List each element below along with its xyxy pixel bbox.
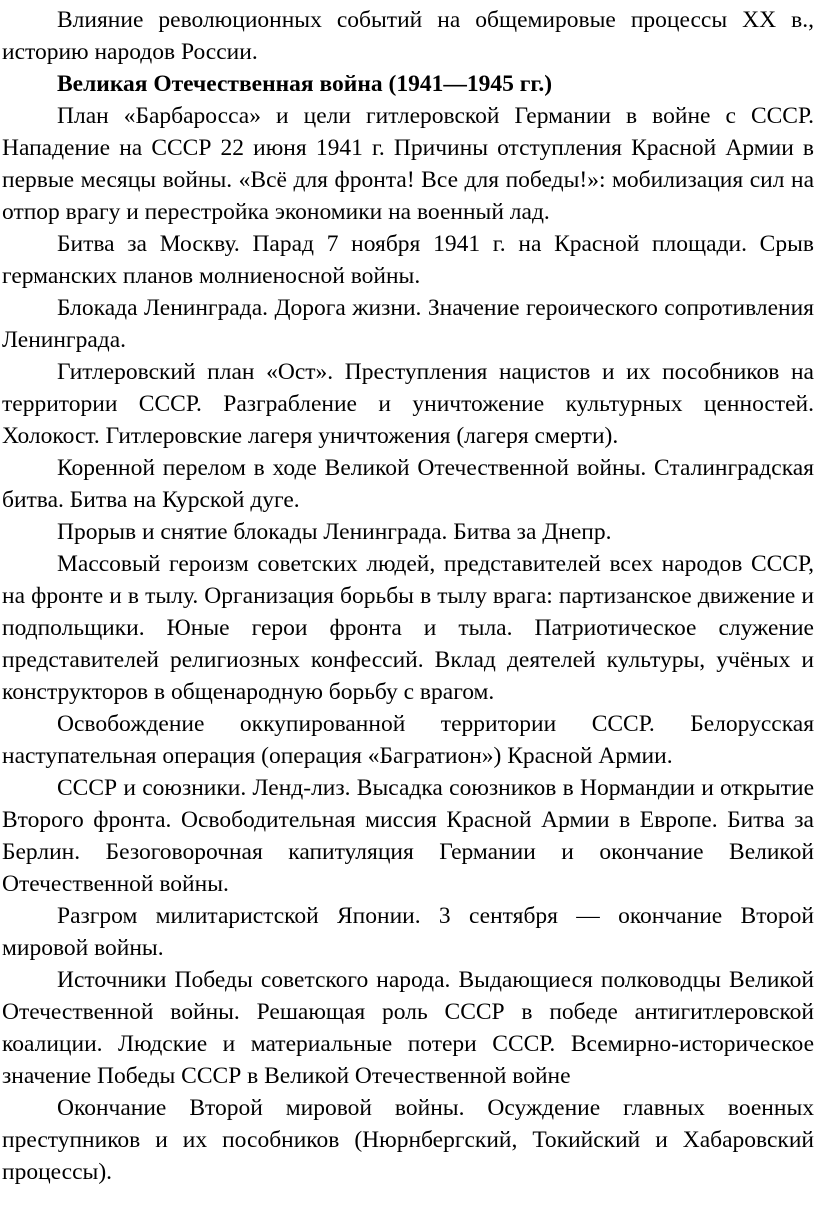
paragraph-sources-of-victory: Источники Победы советского народа. Выдающиеся полководцы Великой Отечественной войны. Решающая роль СССР в победе антигитлеровской коалиции. Людские и материальные потери СССР. Всемирно-историческое значение Победы СССР в Великой Отечественной войне bbox=[2, 967, 814, 1089]
paragraph-allies: СССР и союзники. Ленд-лиз. Высадка союзников в Нормандии и открытие Второго фронта. Освободительная миссия Красной Армии в Европе. Битва за Берлин. Безоговорочная капитуляция Германии и окончание Великой Отечественной войны. bbox=[2, 775, 814, 897]
section-heading: Великая Отечественная война (1941—1945 гг.) bbox=[57, 71, 553, 97]
paragraph-blockade-lifted: Прорыв и снятие блокады Ленинграда. Битва за Днепр. bbox=[57, 519, 612, 545]
paragraph-turning-point: Коренной перелом в ходе Великой Отечественной войны. Сталинградская битва. Битва на Курской дуге. bbox=[2, 455, 814, 513]
paragraph-japan: Разгром милитаристской Японии. 3 сентября — окончание Второй мировой войны. bbox=[2, 903, 814, 961]
paragraph-moscow: Битва за Москву. Парад 7 ноября 1941 г. на Красной площади. Срыв германских планов молниеносной войны. bbox=[2, 231, 814, 289]
intro-paragraph: Влияние революционных событий на общемировые процессы XX в., историю народов России. bbox=[2, 7, 814, 65]
paragraph-end-of-war: Окончание Второй мировой войны. Осуждение главных военных преступников и их пособников (Нюрнбергский, Токийский и Хабаровский процессы). bbox=[2, 1095, 814, 1185]
paragraph-liberation: Освобождение оккупированной территории СССР. Белорусская наступательная операция (операция «Багратион») Красной Армии. bbox=[2, 711, 814, 769]
paragraph-barbarossa: План «Барбаросса» и цели гитлеровской Германии в войне с СССР. Нападение на СССР 22 июня 1941 г. Причины отступления Красной Армии в первые месяцы войны. «Всё для фронта! Все для победы!»: мобилизация сил на отпор врагу и перестройка экономики на военный лад. bbox=[2, 103, 814, 225]
paragraph-mass-heroism: Массовый героизм советских людей, представителей всех народов СССР, на фронте и в тылу. Организация борьбы в тылу врага: партизанское движение и подпольщики. Юные герои фронта и тыла. Патриотическое служение представителей религиозных конфессий. Вклад деятелей культуры, учёных и конструкторов в общенародную борьбу с врагом. bbox=[2, 551, 814, 705]
paragraph-leningrad-blockade: Блокада Ленинграда. Дорога жизни. Значение героического сопротивления Ленинграда. bbox=[2, 295, 814, 353]
paragraph-ost-plan: Гитлеровский план «Ост». Преступления нацистов и их пособников на территории СССР. Разграбление и уничтожение культурных ценностей. Холокост. Гитлеровские лагеря уничтожения (лагеря смерти). bbox=[2, 359, 814, 449]
